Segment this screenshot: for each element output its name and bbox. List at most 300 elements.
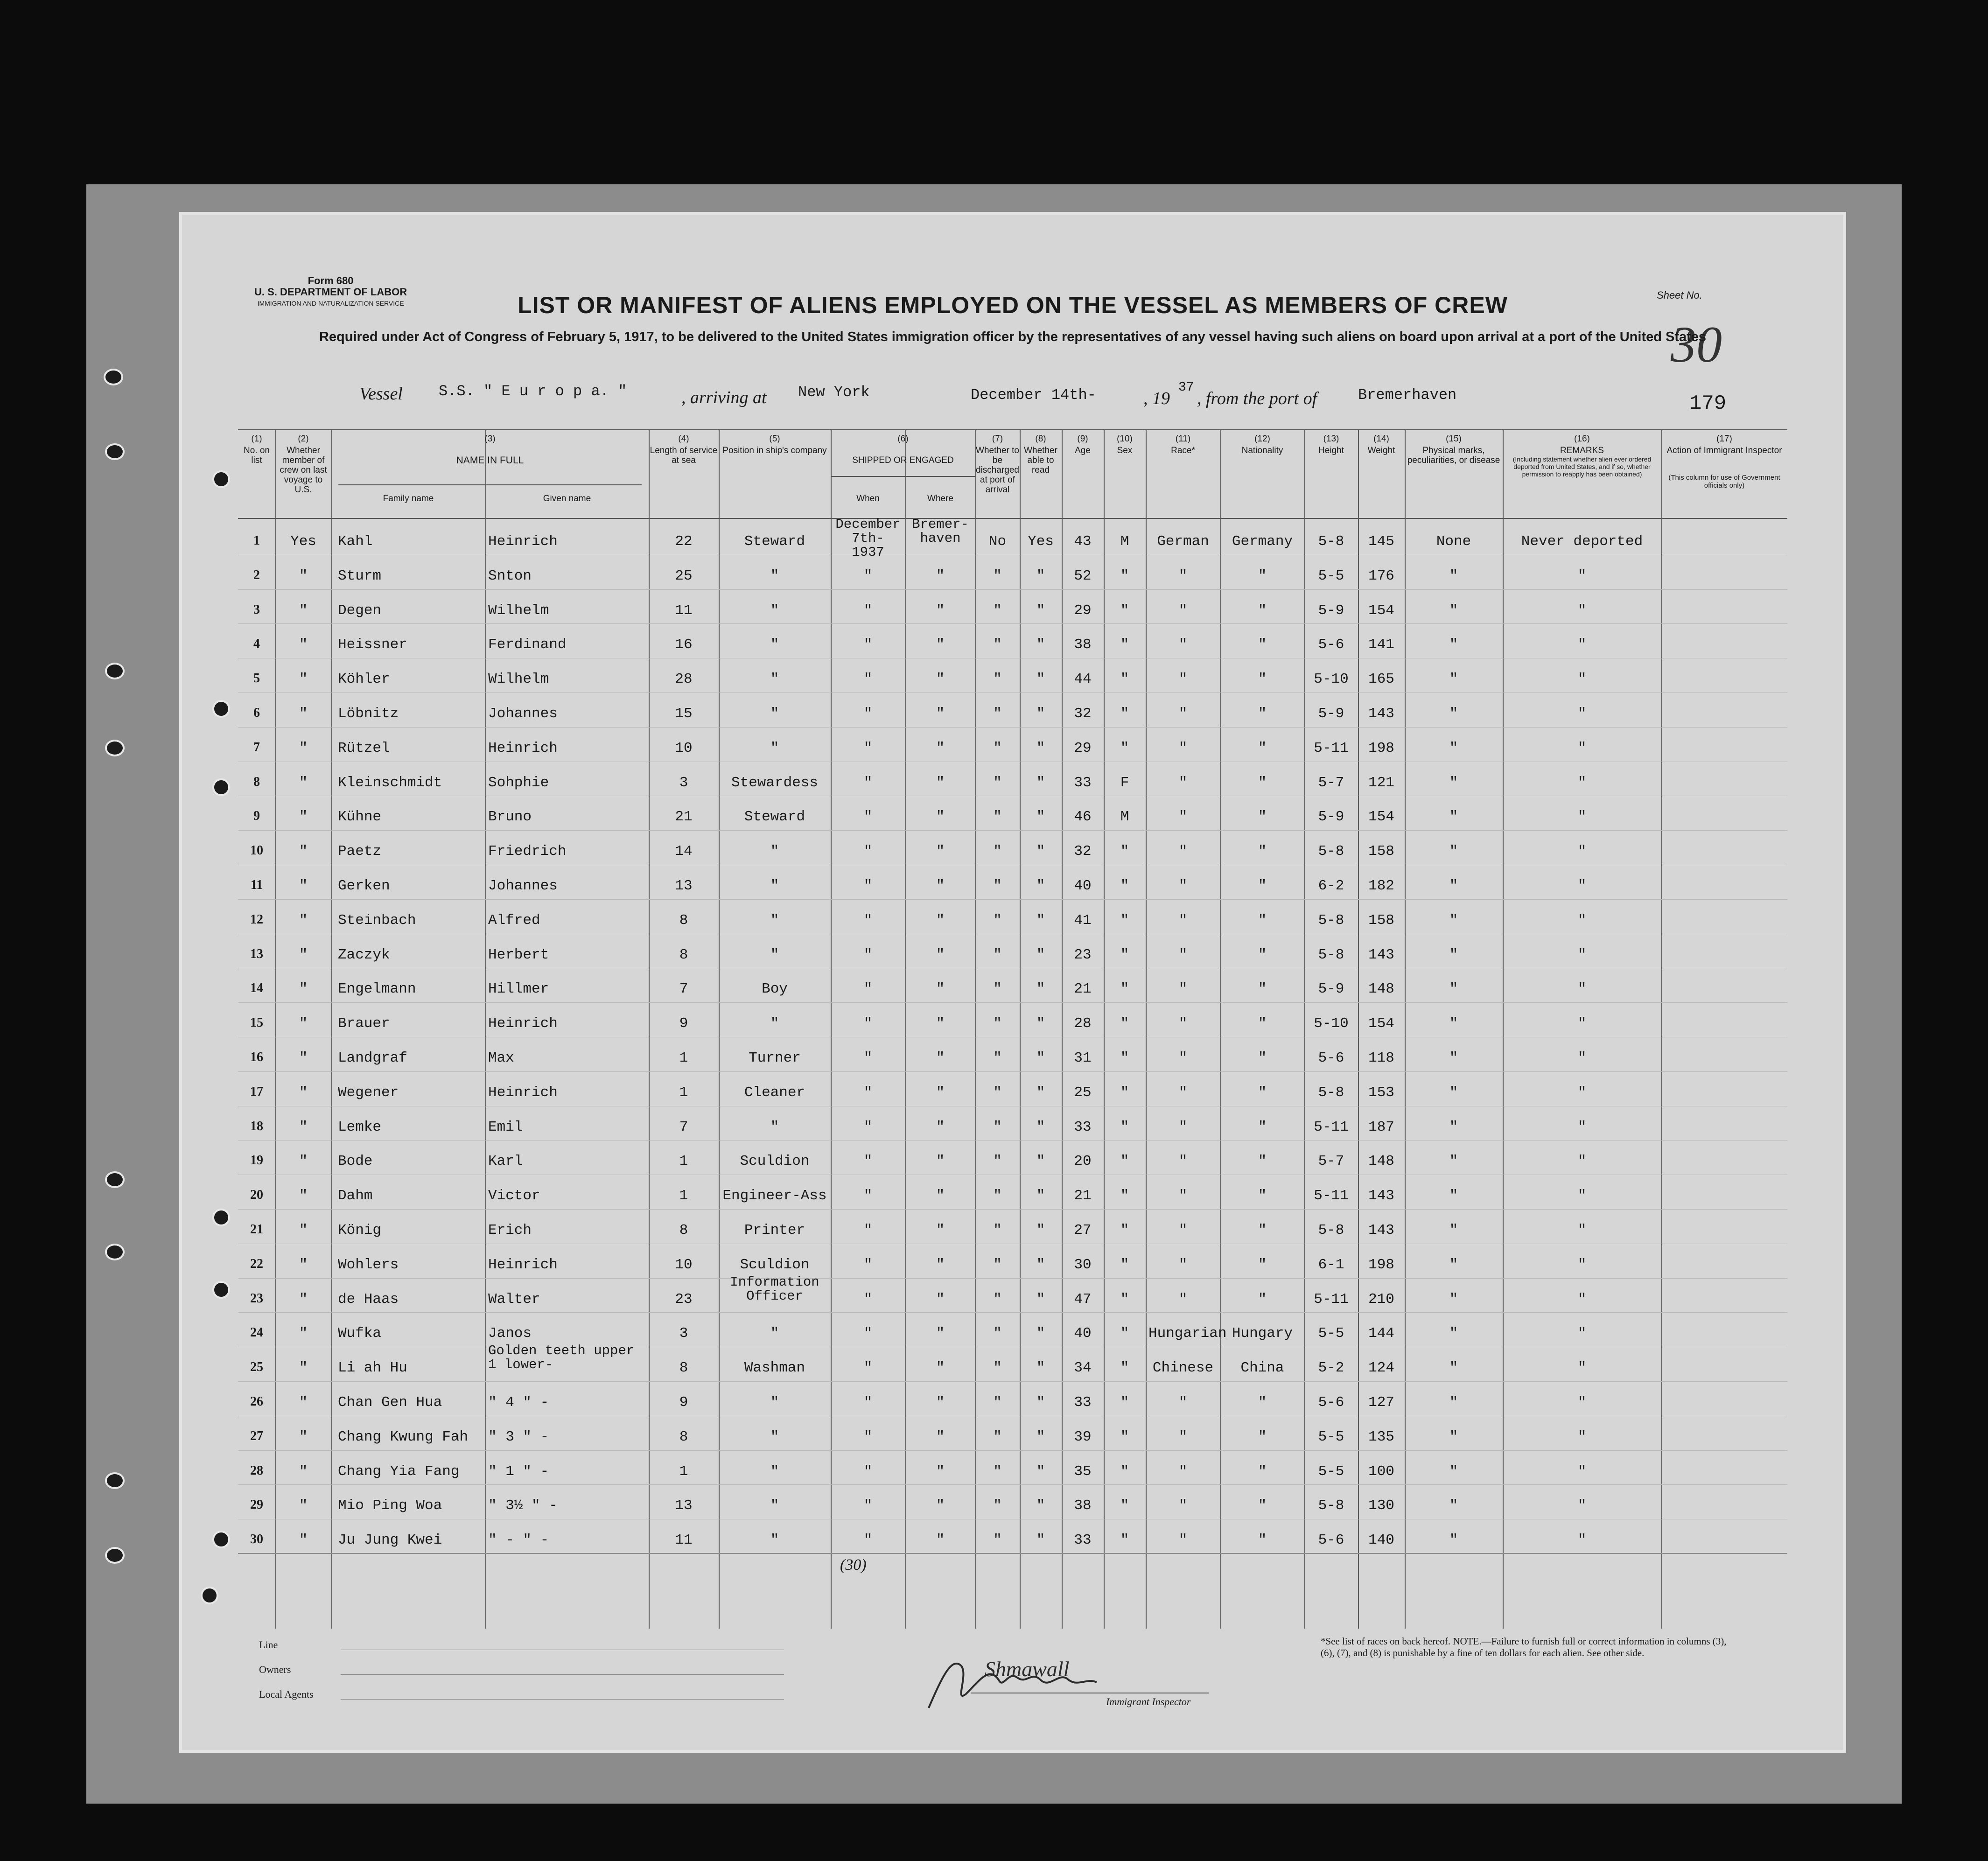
cell-family: Zaczyk bbox=[338, 946, 390, 963]
cell-given: Heinrich bbox=[488, 1015, 558, 1032]
cell-sex: " bbox=[1120, 878, 1129, 894]
cell-weight: 145 bbox=[1368, 533, 1394, 550]
cell-race: " bbox=[1178, 1119, 1188, 1135]
cell-read: " bbox=[1036, 671, 1045, 688]
cell-no: 8 bbox=[253, 774, 260, 789]
cell-nat: " bbox=[1258, 671, 1267, 688]
cell-age: 33 bbox=[1074, 1394, 1092, 1411]
cell-disch: " bbox=[993, 981, 1002, 998]
cell-read: " bbox=[1036, 1256, 1045, 1273]
cell-age: 29 bbox=[1074, 740, 1092, 756]
column-label: NAME IN FULL bbox=[456, 455, 524, 466]
binder-hole bbox=[105, 1547, 125, 1564]
cell-race: " bbox=[1178, 878, 1188, 894]
cell-position: Steward bbox=[744, 809, 805, 826]
binder-hole bbox=[212, 700, 230, 718]
cell-family: Köhler bbox=[338, 671, 390, 688]
cell-marks: None bbox=[1436, 533, 1471, 550]
cell-age: 32 bbox=[1074, 843, 1092, 860]
cell-age: 29 bbox=[1074, 602, 1092, 619]
cell-race: Chinese bbox=[1152, 1360, 1214, 1377]
cell-where: " bbox=[936, 843, 945, 860]
crew-table bbox=[238, 429, 1787, 1629]
cell-remarks: Never deported bbox=[1521, 533, 1643, 550]
cell-position: " bbox=[770, 1497, 779, 1514]
cell-disch: " bbox=[993, 1325, 1002, 1342]
header-c17-note: (This column for use of Government officials only) bbox=[1668, 474, 1780, 490]
cell-family: Chang Kwung Fah bbox=[338, 1428, 469, 1445]
header-c11 bbox=[1146, 434, 1220, 455]
cell-race: " bbox=[1178, 740, 1188, 756]
cell-position: Turner bbox=[749, 1050, 801, 1066]
cell-family: Paetz bbox=[338, 843, 382, 860]
cell-sex: M bbox=[1120, 533, 1129, 550]
cell-remarks: " bbox=[1577, 1119, 1587, 1135]
column-label: Whether member of crew on last voyage to U.S. bbox=[280, 446, 327, 495]
header-c3 bbox=[331, 434, 649, 465]
cell-position: " bbox=[770, 946, 779, 963]
year-prefix: , 19 bbox=[1143, 389, 1170, 408]
cell-service: 8 bbox=[679, 1428, 688, 1445]
cell-read: " bbox=[1036, 637, 1045, 653]
cell-marks: " bbox=[1449, 878, 1458, 894]
cell-where: " bbox=[936, 1188, 945, 1204]
cell-race: " bbox=[1178, 946, 1188, 963]
cell-given: Johannes bbox=[488, 878, 558, 894]
cell-position: " bbox=[770, 1015, 779, 1032]
arrival-date: December 14th- bbox=[971, 386, 1096, 404]
cell-prev: " bbox=[299, 843, 308, 860]
cell-prev: " bbox=[299, 946, 308, 963]
cell-no: 22 bbox=[250, 1256, 263, 1271]
cell-family: Chan Gen Hua bbox=[338, 1394, 442, 1411]
cell-when: " bbox=[863, 1428, 873, 1445]
table-row bbox=[238, 693, 1787, 727]
cell-where: " bbox=[936, 1325, 945, 1342]
cell-when: " bbox=[863, 637, 873, 653]
column-label: Physical marks, peculiarities, or disease bbox=[1407, 446, 1500, 465]
cell-remarks: " bbox=[1577, 706, 1587, 722]
cell-service: 8 bbox=[679, 1222, 688, 1238]
cell-no: 10 bbox=[250, 843, 263, 858]
cell-height: 5-8 bbox=[1318, 533, 1344, 550]
cell-where: " bbox=[936, 878, 945, 894]
cell-service: 21 bbox=[675, 809, 693, 826]
cell-service: 1 bbox=[679, 1050, 688, 1066]
cell-position: Information Officer bbox=[730, 1274, 819, 1304]
header-c15 bbox=[1405, 434, 1503, 465]
cell-read: " bbox=[1036, 602, 1045, 619]
cell-family: Brauer bbox=[338, 1015, 390, 1032]
cell-weight: 118 bbox=[1368, 1050, 1394, 1066]
cell-height: 5-6 bbox=[1318, 1050, 1344, 1066]
cell-prev: " bbox=[299, 1050, 308, 1066]
cell-sex: M bbox=[1120, 809, 1129, 826]
department-name: U. S. DEPARTMENT OF LABOR bbox=[254, 286, 407, 298]
cell-nat: " bbox=[1258, 1119, 1267, 1135]
cell-sex: " bbox=[1120, 1325, 1129, 1342]
cell-nat: " bbox=[1258, 1428, 1267, 1445]
column-label: Race* bbox=[1171, 446, 1195, 455]
cell-read: Yes bbox=[1028, 533, 1054, 550]
cell-given: Erich bbox=[488, 1222, 532, 1238]
cell-service: 1 bbox=[679, 1084, 688, 1101]
cell-marks: " bbox=[1449, 1256, 1458, 1273]
table-row bbox=[238, 968, 1787, 1002]
cell-sex: " bbox=[1120, 671, 1129, 688]
cell-weight: 154 bbox=[1368, 809, 1394, 826]
column-number: (10) bbox=[1117, 434, 1133, 444]
cell-weight: 154 bbox=[1368, 1015, 1394, 1032]
cell-nat: " bbox=[1258, 567, 1267, 584]
cell-weight: 143 bbox=[1368, 706, 1394, 722]
cell-given: Alfred bbox=[488, 912, 540, 929]
cell-disch: " bbox=[993, 1394, 1002, 1411]
cell-marks: " bbox=[1449, 1360, 1458, 1377]
header-c14 bbox=[1358, 434, 1405, 455]
cell-given: Walter bbox=[488, 1291, 540, 1308]
cell-race: " bbox=[1178, 637, 1188, 653]
cell-weight: 124 bbox=[1368, 1360, 1394, 1377]
name-group-rule bbox=[338, 484, 642, 485]
cell-height: 5-9 bbox=[1318, 981, 1344, 998]
service-name: IMMIGRATION AND NATURALIZATION SERVICE bbox=[257, 300, 404, 307]
cell-read: " bbox=[1036, 1325, 1045, 1342]
cell-disch: " bbox=[993, 1256, 1002, 1273]
cell-service: 8 bbox=[679, 946, 688, 963]
cell-prev: " bbox=[299, 1325, 308, 1342]
cell-service: 13 bbox=[675, 1497, 693, 1514]
cell-given: Wilhelm bbox=[488, 671, 549, 688]
cell-remarks: " bbox=[1577, 912, 1587, 929]
cell-position: " bbox=[770, 1428, 779, 1445]
cell-where: " bbox=[936, 1222, 945, 1238]
cell-read: " bbox=[1036, 1291, 1045, 1308]
column-label: Length of service at sea bbox=[650, 446, 718, 465]
header-c10 bbox=[1104, 434, 1146, 455]
cell-family: de Haas bbox=[338, 1291, 399, 1308]
column-label: Action of Immigrant Inspector bbox=[1666, 446, 1782, 455]
cell-prev: " bbox=[299, 1360, 308, 1377]
cell-no: 4 bbox=[253, 637, 260, 651]
cell-family: Ju Jung Kwei bbox=[338, 1532, 442, 1549]
table-row bbox=[238, 1450, 1787, 1485]
cell-remarks: " bbox=[1577, 774, 1587, 791]
cell-where: " bbox=[936, 981, 945, 998]
cell-height: 5-5 bbox=[1318, 567, 1344, 584]
cell-prev: " bbox=[299, 1222, 308, 1238]
cell-where: " bbox=[936, 1256, 945, 1273]
cell-remarks: " bbox=[1577, 1256, 1587, 1273]
cell-prev: " bbox=[299, 706, 308, 722]
cell-where: " bbox=[936, 774, 945, 791]
cell-weight: 121 bbox=[1368, 774, 1394, 791]
cell-no: 5 bbox=[253, 671, 260, 686]
cell-height: 5-6 bbox=[1318, 637, 1344, 653]
cell-nat: " bbox=[1258, 981, 1267, 998]
table-row bbox=[238, 1140, 1787, 1175]
cell-no: 16 bbox=[250, 1050, 263, 1064]
cell-given: Victor bbox=[488, 1188, 540, 1204]
column-label: Whether able to read bbox=[1024, 446, 1057, 475]
binder-hole bbox=[105, 1171, 125, 1188]
cell-weight: 127 bbox=[1368, 1394, 1394, 1411]
arriving-label: , arriving at bbox=[681, 388, 767, 407]
line-label: Line bbox=[259, 1639, 278, 1651]
cell-service: 1 bbox=[679, 1153, 688, 1170]
cell-disch: " bbox=[993, 1532, 1002, 1549]
cell-service: 10 bbox=[675, 740, 693, 756]
table-row bbox=[238, 1037, 1787, 1071]
column-number: (12) bbox=[1254, 434, 1270, 444]
column-number: (8) bbox=[1035, 434, 1046, 444]
cell-age: 38 bbox=[1074, 637, 1092, 653]
cell-remarks: " bbox=[1577, 843, 1587, 860]
column-label: Nationality bbox=[1241, 446, 1283, 455]
cell-when: " bbox=[863, 1119, 873, 1135]
cell-family: Kleinschmidt bbox=[338, 774, 442, 791]
cell-age: 43 bbox=[1074, 533, 1092, 550]
cell-race: " bbox=[1178, 1394, 1188, 1411]
cell-age: 25 bbox=[1074, 1084, 1092, 1101]
header-c7 bbox=[975, 434, 1020, 495]
cell-race: " bbox=[1178, 912, 1188, 929]
cell-height: 5-7 bbox=[1318, 774, 1344, 791]
header-c8 bbox=[1020, 434, 1062, 475]
cell-where: " bbox=[936, 946, 945, 963]
inspector-label: Immigrant Inspector bbox=[1106, 1696, 1191, 1707]
cell-no: 25 bbox=[250, 1360, 263, 1375]
cell-service: 25 bbox=[675, 567, 693, 584]
cell-prev: " bbox=[299, 1153, 308, 1170]
binder-hole bbox=[212, 778, 230, 796]
cell-height: 5-5 bbox=[1318, 1428, 1344, 1445]
cell-sex: F bbox=[1120, 774, 1129, 791]
cell-position: " bbox=[770, 671, 779, 688]
manifest-sheet bbox=[182, 215, 1843, 1750]
cell-when: " bbox=[863, 1015, 873, 1032]
cell-disch: " bbox=[993, 1153, 1002, 1170]
cell-when: " bbox=[863, 981, 873, 998]
cell-when: " bbox=[863, 1360, 873, 1377]
cell-marks: " bbox=[1449, 1532, 1458, 1549]
cell-race: " bbox=[1178, 981, 1188, 998]
cell-disch: " bbox=[993, 706, 1002, 722]
table-row bbox=[238, 1244, 1787, 1278]
inspector-signature bbox=[910, 1638, 1279, 1717]
cell-marks: " bbox=[1449, 706, 1458, 722]
cell-sex: " bbox=[1120, 946, 1129, 963]
cell-where: " bbox=[936, 1394, 945, 1411]
cell-given: Wilhelm bbox=[488, 602, 549, 619]
cell-disch: " bbox=[993, 671, 1002, 688]
cell-nat: " bbox=[1258, 774, 1267, 791]
cell-disch: " bbox=[993, 740, 1002, 756]
cell-position: " bbox=[770, 740, 779, 756]
column-number: (5) bbox=[769, 434, 780, 444]
cell-service: 14 bbox=[675, 843, 693, 860]
cell-service: 7 bbox=[679, 981, 688, 998]
table-row bbox=[238, 865, 1787, 899]
cell-given: " 1 " - bbox=[488, 1463, 549, 1480]
table-row bbox=[238, 1106, 1787, 1140]
cell-service: 11 bbox=[675, 602, 693, 619]
cell-remarks: " bbox=[1577, 1188, 1587, 1204]
cell-race: " bbox=[1178, 1463, 1188, 1480]
cell-marks: " bbox=[1449, 843, 1458, 860]
cell-disch: " bbox=[993, 1119, 1002, 1135]
cell-when: " bbox=[863, 809, 873, 826]
cell-prev: " bbox=[299, 567, 308, 584]
shipped-group-rule bbox=[831, 476, 975, 477]
column-number: (14) bbox=[1373, 434, 1389, 444]
row-rule bbox=[238, 1553, 1787, 1554]
cell-weight: 198 bbox=[1368, 740, 1394, 756]
cell-age: 33 bbox=[1074, 1532, 1092, 1549]
table-row bbox=[238, 1416, 1787, 1450]
cell-no: 11 bbox=[250, 878, 263, 892]
table-row bbox=[238, 899, 1787, 934]
cell-service: 16 bbox=[675, 637, 693, 653]
cell-service: 8 bbox=[679, 1360, 688, 1377]
cell-age: 23 bbox=[1074, 946, 1092, 963]
cell-height: 5-11 bbox=[1314, 1291, 1349, 1308]
binder-hole bbox=[212, 1281, 230, 1299]
cell-height: 5-11 bbox=[1314, 1119, 1349, 1135]
cell-service: 10 bbox=[675, 1256, 693, 1273]
cell-sex: " bbox=[1120, 1394, 1129, 1411]
cell-family: Engelmann bbox=[338, 981, 416, 998]
header-when: When bbox=[856, 494, 880, 504]
cell-family: Wufka bbox=[338, 1325, 382, 1342]
cell-service: 3 bbox=[679, 1325, 688, 1342]
cell-read: " bbox=[1036, 1119, 1045, 1135]
header-c17 bbox=[1661, 434, 1787, 455]
cell-where: " bbox=[936, 602, 945, 619]
table-row bbox=[238, 796, 1787, 830]
cell-no: 13 bbox=[250, 946, 263, 961]
cell-read: " bbox=[1036, 843, 1045, 860]
cell-race: " bbox=[1178, 567, 1188, 584]
cell-given: Heinrich bbox=[488, 1084, 558, 1101]
cell-service: 7 bbox=[679, 1119, 688, 1135]
cell-service: 23 bbox=[675, 1291, 693, 1308]
cell-nat: " bbox=[1258, 1153, 1267, 1170]
table-row bbox=[238, 555, 1787, 589]
cell-where: " bbox=[936, 740, 945, 756]
cell-where: " bbox=[936, 1153, 945, 1170]
cell-prev: " bbox=[299, 1188, 308, 1204]
cell-sex: " bbox=[1120, 1050, 1129, 1066]
cell-prev: " bbox=[299, 774, 308, 791]
cell-where: " bbox=[936, 1291, 945, 1308]
cell-age: 35 bbox=[1074, 1463, 1092, 1480]
cell-where: " bbox=[936, 567, 945, 584]
cell-service: 22 bbox=[675, 533, 693, 550]
cell-given: Max bbox=[488, 1050, 514, 1066]
cell-given: Friedrich bbox=[488, 843, 567, 860]
cell-race: " bbox=[1178, 1188, 1188, 1204]
cell-disch: " bbox=[993, 843, 1002, 860]
cell-position: Stewardess bbox=[731, 774, 819, 791]
header-c6 bbox=[831, 434, 975, 465]
cell-disch: No bbox=[988, 533, 1007, 550]
cell-sex: " bbox=[1120, 706, 1129, 722]
cell-read: " bbox=[1036, 1360, 1045, 1377]
cell-nat: " bbox=[1258, 843, 1267, 860]
cell-no: 27 bbox=[250, 1428, 263, 1443]
cell-given: " - " - bbox=[488, 1532, 549, 1549]
cell-nat: " bbox=[1258, 1497, 1267, 1514]
cell-given: Heinrich bbox=[488, 1256, 558, 1273]
cell-sex: " bbox=[1120, 1015, 1129, 1032]
cell-family: Dahm bbox=[338, 1188, 373, 1204]
cell-position: " bbox=[770, 1119, 779, 1135]
cell-service: 11 bbox=[675, 1532, 693, 1549]
cell-age: 33 bbox=[1074, 1119, 1092, 1135]
cell-sex: " bbox=[1120, 1222, 1129, 1238]
cell-marks: " bbox=[1449, 1325, 1458, 1342]
cell-given: Heinrich bbox=[488, 740, 558, 756]
cell-disch: " bbox=[993, 946, 1002, 963]
cell-marks: " bbox=[1449, 912, 1458, 929]
cell-given: Herbert bbox=[488, 946, 549, 963]
cell-race: " bbox=[1178, 671, 1188, 688]
cell-weight: 153 bbox=[1368, 1084, 1394, 1101]
cell-no: 28 bbox=[250, 1463, 263, 1478]
header-c16 bbox=[1503, 434, 1661, 478]
cell-race: " bbox=[1178, 1497, 1188, 1514]
cell-remarks: " bbox=[1577, 981, 1587, 998]
cell-nat: " bbox=[1258, 1015, 1267, 1032]
cell-sex: " bbox=[1120, 1153, 1129, 1170]
cell-race: " bbox=[1178, 843, 1188, 860]
cell-remarks: " bbox=[1577, 1532, 1587, 1549]
departure-port: Bremerhaven bbox=[1358, 386, 1457, 404]
cell-weight: 130 bbox=[1368, 1497, 1394, 1514]
cell-age: 30 bbox=[1074, 1256, 1092, 1273]
cell-height: 5-10 bbox=[1314, 1015, 1349, 1032]
cell-disch: " bbox=[993, 1222, 1002, 1238]
cell-sex: " bbox=[1120, 1532, 1129, 1549]
binder-hole bbox=[105, 663, 125, 679]
cell-marks: " bbox=[1449, 981, 1458, 998]
header-c4 bbox=[649, 434, 719, 465]
cell-race: " bbox=[1178, 602, 1188, 619]
cell-height: 6-2 bbox=[1318, 878, 1344, 894]
cell-age: 28 bbox=[1074, 1015, 1092, 1032]
cell-race: " bbox=[1178, 706, 1188, 722]
cell-position: Printer bbox=[744, 1222, 805, 1238]
cell-prev: " bbox=[299, 1497, 308, 1514]
cell-read: " bbox=[1036, 567, 1045, 584]
cell-remarks: " bbox=[1577, 878, 1587, 894]
cell-remarks: " bbox=[1577, 1050, 1587, 1066]
cell-no: 14 bbox=[250, 981, 263, 996]
cell-family: Li ah Hu bbox=[338, 1360, 407, 1377]
cell-remarks: " bbox=[1577, 809, 1587, 826]
cell-height: 5-8 bbox=[1318, 1222, 1344, 1238]
cell-where: " bbox=[936, 1428, 945, 1445]
table-row bbox=[238, 934, 1787, 968]
cell-height: 5-8 bbox=[1318, 946, 1344, 963]
cell-race: " bbox=[1178, 1015, 1188, 1032]
cell-read: " bbox=[1036, 1084, 1045, 1101]
cell-nat: " bbox=[1258, 912, 1267, 929]
local-agents-label: Local Agents bbox=[259, 1688, 314, 1700]
cell-weight: 210 bbox=[1368, 1291, 1394, 1308]
cell-height: 5-9 bbox=[1318, 809, 1344, 826]
